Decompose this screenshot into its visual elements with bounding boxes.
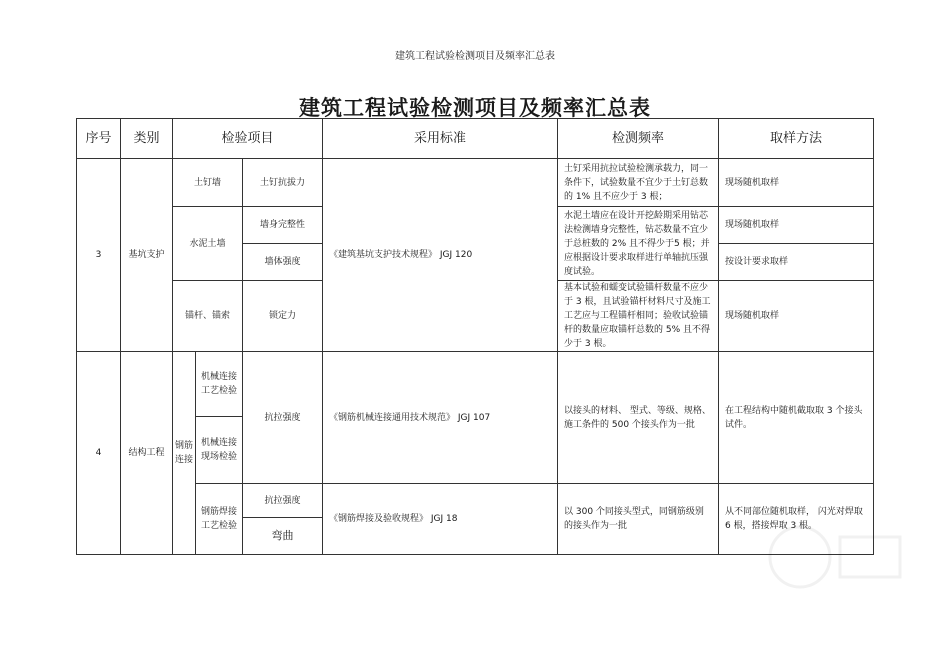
anchor-sampling-cell: 现场随机取样 — [719, 281, 874, 352]
weld-bend-cell: 弯曲 — [243, 518, 323, 555]
header-category: 类别 — [121, 119, 173, 159]
seq-cell: 4 — [77, 352, 121, 555]
table-header-row — [77, 119, 874, 159]
rebar-connection-cell: 钢筋连接 — [173, 352, 196, 555]
weld-process-check-cell: 钢筋焊接工艺检验 — [196, 484, 243, 555]
mech-standard-cell: 《钢筋机械连接通用技术规范》 JGJ 107 — [323, 352, 558, 484]
soil-nail-frequency-cell: 土钉采用抗拉试验检测承载力，同一条件下，试验数量不宜少于土钉总数的 1% 且不应少于 3 根； — [558, 159, 719, 207]
lock-force-cell: 锁定力 — [243, 281, 323, 352]
soil-nail-wall-cell: 土钉墙 — [173, 159, 243, 207]
pit-support-standard-cell: 《建筑基坑支护技术规程》 JGJ 120 — [323, 159, 558, 352]
category-cell: 基坑支护 — [121, 159, 173, 352]
wall-strength-cell: 墙体强度 — [243, 244, 323, 281]
weld-standard-cell: 《钢筋焊接及验收规程》 JGJ 18 — [323, 484, 558, 555]
anchor-cell: 锚杆、锚索 — [173, 281, 243, 352]
header-sampling: 取样方法 — [719, 119, 874, 159]
test-frequency-table — [76, 118, 874, 555]
faint-watermark — [760, 512, 910, 602]
seq-cell: 3 — [77, 159, 121, 352]
weld-frequency-cell: 以 300 个同接头型式，同钢筋级别的接头作为一批 — [558, 484, 719, 555]
mech-sampling-cell: 在工程结构中随机截取取 3 个接头试件。 — [719, 352, 874, 484]
header-standard: 采用标准 — [323, 119, 558, 159]
anchor-frequency-cell: 基本试验和蠕变试验锚杆数量不应少于 3 根，且试验锚杆材料尺寸及施工工艺应与工程锚杆相同；验收试验锚杆的数量应取锚杆总数的 5% 且不得少于 3 根。 — [558, 281, 719, 352]
table-row — [77, 352, 874, 417]
soil-nail-sampling-cell: 现场随机取样 — [719, 159, 874, 207]
header-seq: 序号 — [77, 119, 121, 159]
wall-strength-sampling-cell: 按设计要求取样 — [719, 244, 874, 281]
document-title: 建筑工程试验检测项目及频率汇总表 — [299, 95, 651, 120]
mech-frequency-cell: 以接头的材料、 型式、等级、规格、施工条件的 500 个接头作为一批 — [558, 352, 719, 484]
header-frequency: 检测频率 — [558, 119, 719, 159]
wall-integrity-cell: 墙身完整性 — [243, 207, 323, 244]
mech-process-check-cell: 机械连接工艺检验 — [196, 352, 243, 417]
nail-pullout-cell: 土钉抗拔力 — [243, 159, 323, 207]
mech-tensile-cell: 抗拉强度 — [243, 352, 323, 484]
running-header: 建筑工程试验检测项目及频率汇总表 — [395, 51, 555, 62]
table-row — [77, 484, 874, 518]
cement-soil-wall-cell: 水泥土墙 — [173, 207, 243, 281]
mech-site-check-cell: 机械连接现场检验 — [196, 417, 243, 484]
weld-sampling-cell: 从不同部位随机取样， 闪光对焊取 6 根，搭接焊取 3 根。 — [719, 484, 874, 555]
header-item: 检验项目 — [173, 119, 323, 159]
category-cell: 结构工程 — [121, 352, 173, 555]
cement-wall-frequency-cell: 水泥土墙应在设计开挖龄期采用钻芯法检测墙身完整性，钻芯数量不宜少于总桩数的 2% 且不得少于5 根；并应根据设计要求取样进行单轴抗压强度试验。 — [558, 207, 719, 281]
weld-tensile-cell: 抗拉强度 — [243, 484, 323, 518]
cement-wall-sampling-cell: 现场随机取样 — [719, 207, 874, 244]
table-row — [77, 159, 874, 207]
